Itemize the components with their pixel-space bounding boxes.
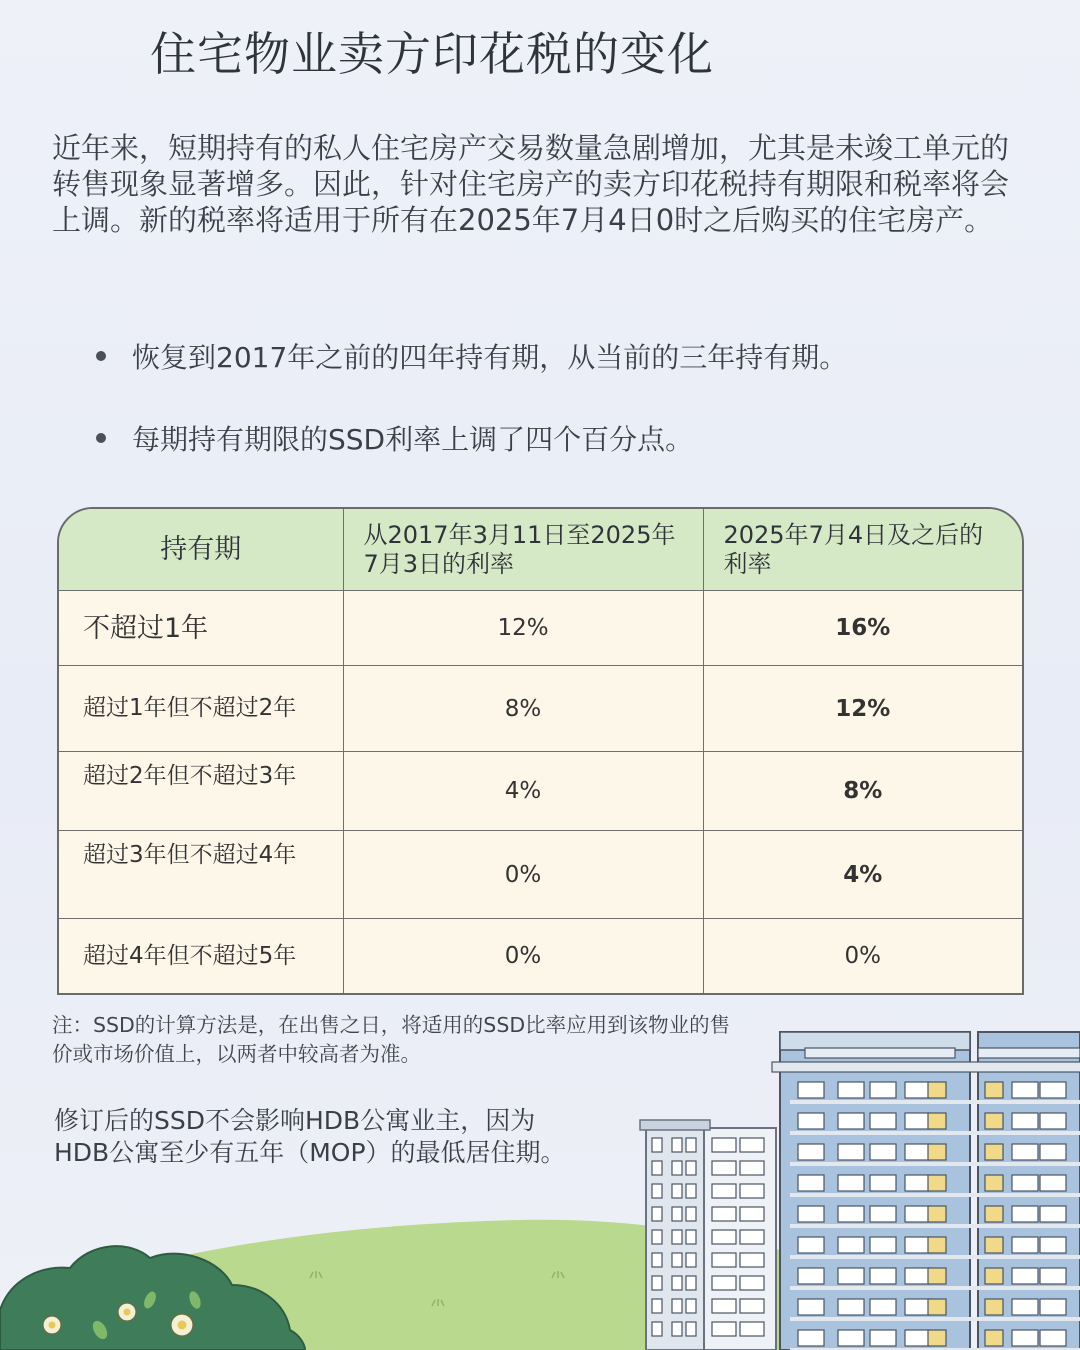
- table-row: [59, 666, 1022, 752]
- window: [838, 1082, 864, 1098]
- window: [928, 1082, 946, 1098]
- window: [1040, 1330, 1066, 1346]
- window: [652, 1207, 662, 1221]
- window: [1012, 1330, 1038, 1346]
- new-rate-cell: 12%: [703, 666, 1022, 752]
- window: [838, 1113, 864, 1129]
- window: [1040, 1299, 1066, 1315]
- window: [740, 1184, 764, 1198]
- header-new-rate: 2025年7月4日及之后的利率: [703, 509, 1022, 591]
- window: [798, 1299, 824, 1315]
- new-rate-cell: 8%: [703, 752, 1022, 831]
- window: [712, 1276, 736, 1290]
- tall-building: [772, 1032, 1080, 1350]
- window: [672, 1230, 682, 1244]
- window: [686, 1207, 696, 1221]
- window: [1012, 1206, 1038, 1222]
- bullet-item: [96, 418, 996, 458]
- balcony-ledge: [790, 1317, 1080, 1321]
- period-cell: 超过2年但不超过3年: [59, 752, 343, 831]
- page-title: 住宅物业卖方印花税的变化: [150, 27, 714, 81]
- window: [798, 1268, 824, 1284]
- old-rate-cell: 4%: [343, 752, 703, 831]
- window: [905, 1206, 931, 1222]
- window: [686, 1276, 696, 1290]
- window: [838, 1206, 864, 1222]
- window: [712, 1299, 736, 1313]
- window: [712, 1253, 736, 1267]
- window: [1012, 1082, 1038, 1098]
- period-cell: [59, 666, 343, 752]
- old-rate-cell: 0%: [343, 919, 703, 994]
- window: [740, 1253, 764, 1267]
- window: [838, 1299, 864, 1315]
- ssd-rate-table: [57, 507, 1024, 995]
- window: [905, 1113, 931, 1129]
- window: [985, 1268, 1003, 1284]
- table-header-row: [59, 509, 1022, 591]
- window: [672, 1161, 682, 1175]
- window: [686, 1230, 696, 1244]
- window: [712, 1230, 736, 1244]
- window: [798, 1206, 824, 1222]
- balcony-ledge: [790, 1255, 1080, 1259]
- window: [672, 1138, 682, 1152]
- window: [712, 1322, 736, 1336]
- period-text: 超过1年但不超过2年: [83, 695, 297, 721]
- balcony-ledge: [790, 1100, 1080, 1104]
- window: [1012, 1113, 1038, 1129]
- bullet-dot-icon: [96, 433, 106, 443]
- window: [652, 1230, 662, 1244]
- window: [870, 1299, 896, 1315]
- window: [712, 1161, 736, 1175]
- window: [686, 1322, 696, 1336]
- window: [1040, 1268, 1066, 1284]
- window: [928, 1330, 946, 1346]
- window: [1040, 1082, 1066, 1098]
- window: [672, 1184, 682, 1198]
- new-rate-cell: 4%: [703, 831, 1022, 919]
- window: [870, 1082, 896, 1098]
- window: [798, 1144, 824, 1160]
- window: [740, 1230, 764, 1244]
- window: [985, 1082, 1003, 1098]
- window: [838, 1144, 864, 1160]
- table-row: [59, 831, 1022, 919]
- window: [928, 1299, 946, 1315]
- header-old-rate: 从2017年3月11日至2025年7月3日的利率: [343, 509, 703, 591]
- window: [870, 1268, 896, 1284]
- window: [905, 1175, 931, 1191]
- window: [928, 1175, 946, 1191]
- window: [928, 1237, 946, 1253]
- window: [838, 1268, 864, 1284]
- window: [712, 1138, 736, 1152]
- new-rate-cell: 0%: [703, 919, 1022, 994]
- window: [672, 1207, 682, 1221]
- old-rate-cell: 0%: [343, 831, 703, 919]
- small-building: [640, 1120, 776, 1350]
- bullet-item: [96, 336, 996, 376]
- window: [985, 1144, 1003, 1160]
- old-rate-cell: 8%: [343, 666, 703, 752]
- window: [672, 1276, 682, 1290]
- window: [985, 1330, 1003, 1346]
- window: [928, 1206, 946, 1222]
- window: [652, 1184, 662, 1198]
- window: [1012, 1299, 1038, 1315]
- window: [740, 1276, 764, 1290]
- window: [838, 1237, 864, 1253]
- old-rate-cell: 12%: [343, 591, 703, 666]
- window: [652, 1322, 662, 1336]
- window: [798, 1330, 824, 1346]
- window: [672, 1253, 682, 1267]
- window: [672, 1299, 682, 1313]
- bullet-dot-icon: [96, 351, 106, 361]
- window: [870, 1206, 896, 1222]
- window: [985, 1237, 1003, 1253]
- window: [870, 1144, 896, 1160]
- window: [928, 1113, 946, 1129]
- window: [798, 1082, 824, 1098]
- window: [740, 1161, 764, 1175]
- window: [905, 1268, 931, 1284]
- window: [798, 1237, 824, 1253]
- bullet-text: 每期持有期限的SSD利率上调了四个百分点。: [132, 423, 694, 456]
- period-cell: 超过4年但不超过5年: [59, 919, 343, 994]
- window: [1040, 1113, 1066, 1129]
- window: [985, 1206, 1003, 1222]
- window: [740, 1138, 764, 1152]
- balcony-ledge: [790, 1193, 1080, 1197]
- window: [1040, 1206, 1066, 1222]
- window: [838, 1330, 864, 1346]
- window: [870, 1113, 896, 1129]
- window: [905, 1299, 931, 1315]
- window: [740, 1322, 764, 1336]
- bullet-text: 恢复到2017年之前的四年持有期，从当前的三年持有期。: [132, 341, 848, 374]
- window: [740, 1207, 764, 1221]
- window: [652, 1161, 662, 1175]
- window: [652, 1276, 662, 1290]
- period-cell: 不超过1年: [59, 591, 343, 666]
- window: [672, 1322, 682, 1336]
- window: [1012, 1268, 1038, 1284]
- window: [870, 1175, 896, 1191]
- new-rate-cell: 16%: [703, 591, 1022, 666]
- table-row: [59, 752, 1022, 831]
- window: [686, 1184, 696, 1198]
- window: [652, 1253, 662, 1267]
- window: [1040, 1175, 1066, 1191]
- table-row: [59, 919, 1022, 994]
- window: [686, 1161, 696, 1175]
- window: [985, 1113, 1003, 1129]
- window: [928, 1268, 946, 1284]
- window: [652, 1299, 662, 1313]
- window: [985, 1175, 1003, 1191]
- table-row: [59, 591, 1022, 666]
- window: [686, 1253, 696, 1267]
- window: [838, 1175, 864, 1191]
- window: [686, 1138, 696, 1152]
- balcony-ledge: [790, 1162, 1080, 1166]
- window: [905, 1237, 931, 1253]
- window: [1040, 1237, 1066, 1253]
- window: [1012, 1237, 1038, 1253]
- window: [985, 1299, 1003, 1315]
- window: [870, 1330, 896, 1346]
- period-cell: 超过3年但不超过4年: [59, 831, 343, 919]
- window: [1040, 1144, 1066, 1160]
- header-holding-period: 持有期: [59, 509, 343, 591]
- intro-paragraph: 近年来，短期持有的私人住宅房产交易数量急剧增加，尤其是未竣工单元的转售现象显著增多。因此，针对住宅房产的卖方印花税持有期限和税率将会上调。新的税率将适用于所有在2025年7月4日0时之后购买的住宅房产。: [52, 131, 1010, 237]
- window: [686, 1299, 696, 1313]
- hdb-note: 修订后的SSD不会影响HDB公寓业主，因为HDB公寓至少有五年（MOP）的最低居住期。: [54, 1106, 566, 1167]
- balcony-ledge: [790, 1224, 1080, 1228]
- window: [798, 1113, 824, 1129]
- window: [870, 1237, 896, 1253]
- balcony-ledge: [790, 1286, 1080, 1290]
- window: [798, 1175, 824, 1191]
- window: [1012, 1175, 1038, 1191]
- window: [905, 1330, 931, 1346]
- window: [740, 1299, 764, 1313]
- window: [712, 1207, 736, 1221]
- window: [905, 1082, 931, 1098]
- window: [1012, 1144, 1038, 1160]
- window: [905, 1144, 931, 1160]
- bullet-list: [96, 336, 996, 458]
- window: [652, 1138, 662, 1152]
- ssd-calculation-note: 注：SSD的计算方法是，在出售之日，将适用的SSD比率应用到该物业的售价或市场价值上，以两者中较高者为准。: [52, 1013, 731, 1066]
- window: [712, 1184, 736, 1198]
- window: [928, 1144, 946, 1160]
- balcony-ledge: [790, 1131, 1080, 1135]
